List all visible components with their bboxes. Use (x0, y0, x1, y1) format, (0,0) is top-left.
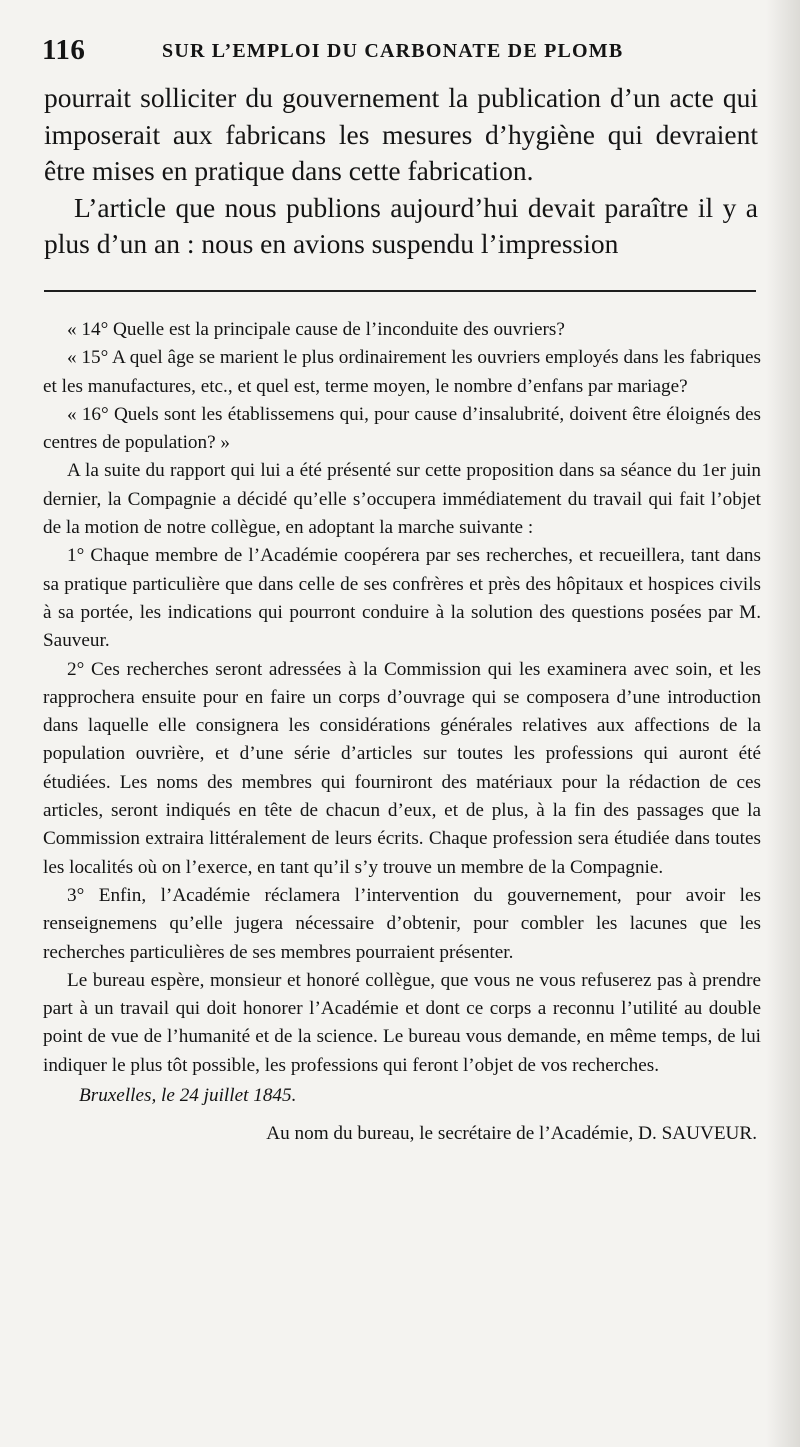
note-paragraph: 1° Chaque membre de l’Académie coopérera par ses recherches, et recueillera, tant dans sa pratique particulière que dans celle de ses confrères et près des hôpitaux et hospices civils à sa portée, les indications qui pourront conduire à la solution des questions posées par M. Sauveur. (43, 545, 761, 652)
note-paragraph: 3° Enfin, l’Académie réclamera l’intervention du gouvernement, pour avoir les renseignemens qu’elle jugera nécessaire d’obtenir, pour combler les lacunes que les recherches particulières de ses membres pourraient présenter. (43, 884, 761, 963)
note-paragraph: « 16° Quels sont les établissemens qui, pour cause d’insalubrité, doivent être éloignés des centres de population? » (43, 403, 761, 454)
main-paragraph: L’article que nous publions aujourd’hui devait paraître il y a plus d’un an : nous en avions suspendu l’impression (44, 191, 758, 259)
note-paragraph: 2° Ces recherches seront adressées à la Commission qui les examinera avec soin, et les rapprochera ensuite pour en faire un corps d’ouvrage qui se composera d’une introduction dans laquelle elle consignera les considérations générales relatives aux affections de la population ouvrière, et d’une série d’articles sur toutes les professions qui auront été étudiées. Les noms des membres qui fourniront des matériaux pour la rédaction de ces articles, seront indiqués en tête de chacun d’eux, et de plus, à la fin des passages que la Commission extraira littéralement de leurs écrits. Chaque profession sera étudiée dans toutes les localités où on l’exerce, en tant qu’il s’y trouve un membre de la Compagnie. (43, 658, 761, 878)
signature-line: Au nom du bureau, le secrétaire de l’Académie, D. SAUVEUR. (266, 1123, 757, 1145)
page-edge-shadow (766, 0, 800, 1447)
note-paragraph: « 15° A quel âge se marient le plus ordinairement les ouvriers employés dans les fabriques et les manufactures, etc., et quel est, terme moyen, le nombre d’enfans par mariage? (43, 347, 761, 397)
note-paragraph: A la suite du rapport qui lui a été présenté sur cette proposition dans sa séance du 1er juin dernier, la Compagnie a décidé qu’elle s’occupera immédiatement du travail qui fait l’objet de la motion de notre collègue, en adoptant la marche suivante : (43, 460, 761, 539)
note-paragraph: « 14° Quelle est la principale cause de l’inconduite des ouvriers? (67, 319, 565, 340)
note-paragraph: Le bureau espère, monsieur et honoré collègue, que vous ne vous refuserez pas à prendre part à un travail qui doit honorer l’Académie et dont ce corps a reconnu l’utilité au double point de vue de l’humanité et de la science. Le bureau vous demande, en même temps, de lui indiquer le plus tôt possible, les professions qui feront l’objet de vos recherches. (43, 969, 761, 1076)
dateline: Bruxelles, le 24 juillet 1845. (79, 1085, 297, 1107)
footnote-text (43, 316, 761, 1149)
page-number: 116 (42, 34, 86, 66)
footnote-separator-rule (44, 290, 756, 292)
page-header (42, 34, 762, 70)
main-paragraph: pourrait solliciter du gouvernement la publication d’un acte qui imposerait aux fabricans les mesures d’hygiène qui devraient être mises en pratique dans cette fabrication. (44, 82, 758, 186)
main-body-text (44, 80, 758, 263)
running-title: SUR L’EMPLOI DU CARBONATE DE PLOMB (162, 40, 624, 62)
